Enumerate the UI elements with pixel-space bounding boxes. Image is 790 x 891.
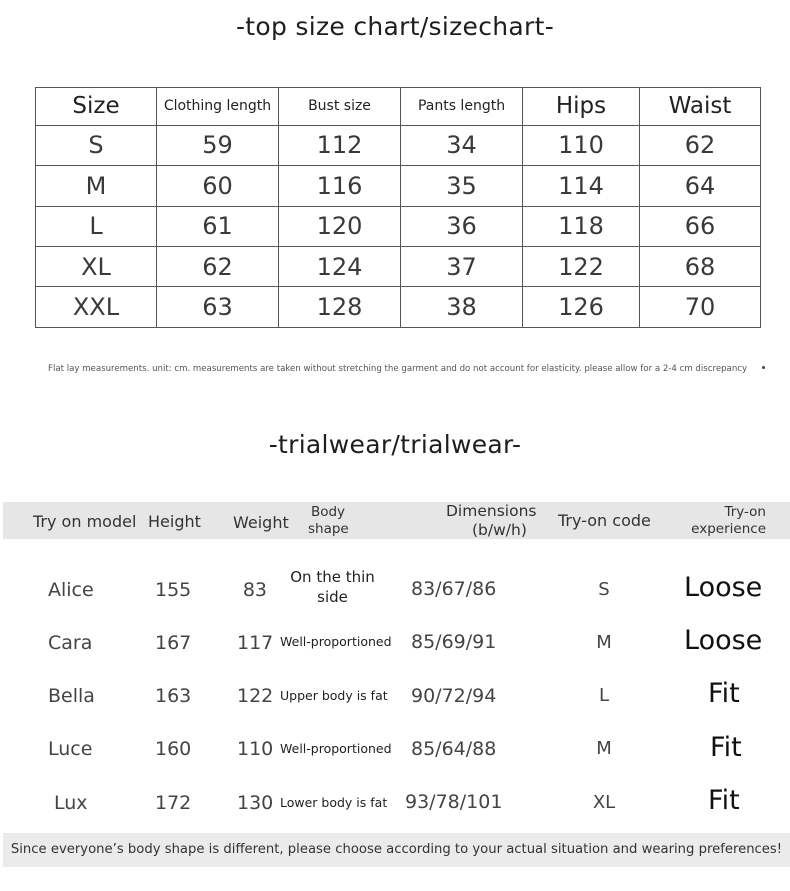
- model-height: 155: [155, 579, 192, 601]
- clothing-length-cell: 62: [157, 247, 279, 287]
- model-try-on-experience: Fit: [708, 678, 740, 709]
- model-body-shape: [280, 567, 385, 607]
- header-body-shape: [308, 504, 348, 538]
- header-weight: Weight: [233, 513, 289, 532]
- model-name: Cara: [48, 632, 93, 654]
- header-try-on-experience-line1: Try-on: [724, 504, 766, 520]
- model-try-on-experience: Fit: [708, 785, 740, 816]
- hips-cell: 110: [523, 125, 640, 165]
- hips-cell: 118: [523, 206, 640, 246]
- size-cell: M: [36, 166, 157, 206]
- waist-cell: 62: [640, 125, 761, 165]
- model-try-on-code: S: [598, 579, 610, 600]
- size-cell: XXL: [36, 287, 157, 328]
- header-pants-length: Pants length: [401, 88, 523, 126]
- model-height: 160: [155, 738, 192, 760]
- model-body-shape: Upper body is fat: [280, 688, 388, 703]
- pants-length-cell: 34: [401, 125, 523, 165]
- header-body-shape-line2: shape: [308, 521, 349, 537]
- waist-cell: 70: [640, 287, 761, 328]
- model-weight: 110: [237, 738, 274, 760]
- size-chart-table: [35, 87, 761, 328]
- header-bust-size: Bust size: [279, 88, 401, 126]
- model-body-shape: Well-proportioned: [280, 741, 392, 756]
- trial-row-alice: [0, 566, 790, 616]
- model-height: 172: [155, 792, 192, 814]
- model-body-shape-line2: side: [317, 588, 348, 606]
- bust-cell: 128: [279, 287, 401, 328]
- trial-row-lux: [0, 779, 790, 829]
- hips-cell: 114: [523, 166, 640, 206]
- header-waist: Waist: [640, 88, 761, 126]
- model-dimensions: 93/78/101: [405, 791, 503, 813]
- header-clothing-length: Clothing length: [157, 88, 279, 126]
- waist-cell: 66: [640, 206, 761, 246]
- size-cell: S: [36, 125, 157, 165]
- header-dimensions: Dimensions: [446, 502, 537, 520]
- model-try-on-code: L: [598, 685, 610, 706]
- model-name: Lux: [54, 792, 88, 814]
- model-dimensions: 85/69/91: [411, 631, 497, 653]
- trial-row-cara: [0, 619, 790, 669]
- model-try-on-experience: Loose: [684, 572, 763, 603]
- size-cell: XL: [36, 247, 157, 287]
- header-hips: Hips: [523, 88, 640, 126]
- model-try-on-experience: Fit: [710, 732, 742, 763]
- model-body-shape: Well-proportioned: [280, 634, 392, 649]
- model-body-shape-line1: On the thin: [290, 568, 375, 586]
- header-try-on-model: Try on model: [33, 512, 137, 531]
- trial-row-bella: [0, 673, 790, 723]
- model-try-on-code: M: [596, 738, 612, 759]
- model-dimensions: 83/67/86: [411, 578, 497, 600]
- model-weight: 83: [242, 579, 267, 601]
- model-name: Bella: [48, 685, 95, 707]
- bullet-dot: [762, 366, 765, 369]
- hips-cell: 126: [523, 287, 640, 328]
- pants-length-cell: 37: [401, 247, 523, 287]
- measurement-note: Flat lay measurements. unit: cm. measurements are taken without stretching the garment and do not account for elasticity. please allow for a 2-4 cm discrepancy: [48, 364, 748, 374]
- size-row-s: [36, 125, 761, 165]
- hips-cell: 122: [523, 247, 640, 287]
- model-weight: 117: [237, 632, 274, 654]
- header-try-on-code: Try-on code: [558, 511, 651, 530]
- size-row-m: [36, 166, 761, 206]
- clothing-length-cell: 61: [157, 206, 279, 246]
- model-name: Alice: [48, 579, 94, 601]
- header-height: Height: [148, 512, 201, 531]
- clothing-length-cell: 63: [157, 287, 279, 328]
- pants-length-cell: 38: [401, 287, 523, 328]
- model-try-on-experience: Loose: [684, 625, 763, 656]
- model-weight: 122: [237, 685, 274, 707]
- header-body-shape-line1: Body: [310, 504, 346, 520]
- bust-cell: 120: [279, 206, 401, 246]
- model-body-shape: Lower body is fat: [280, 795, 388, 810]
- model-weight: 130: [237, 792, 274, 814]
- model-try-on-code: M: [596, 632, 612, 653]
- bust-cell: 116: [279, 166, 401, 206]
- waist-cell: 64: [640, 166, 761, 206]
- clothing-length-cell: 59: [157, 125, 279, 165]
- size-cell: L: [36, 206, 157, 246]
- size-row-xxl: [36, 287, 761, 328]
- size-chart-header-row: [36, 88, 761, 126]
- model-dimensions: 90/72/94: [411, 685, 497, 707]
- header-try-on-experience: [686, 504, 766, 538]
- header-dimensions-bwh: (b/w/h): [472, 521, 527, 539]
- bust-cell: 112: [279, 125, 401, 165]
- waist-cell: 68: [640, 247, 761, 287]
- footer-note: Since everyone’s body shape is different, please choose according to your actual situation and wearing preferences!: [3, 833, 790, 867]
- pants-length-cell: 35: [401, 166, 523, 206]
- size-row-l: [36, 206, 761, 246]
- size-chart-title: -top size chart/sizechart-: [235, 12, 555, 41]
- model-try-on-code: XL: [592, 792, 616, 813]
- clothing-length-cell: 60: [157, 166, 279, 206]
- header-try-on-experience-line2: experience: [691, 521, 766, 537]
- size-row-xl: [36, 247, 761, 287]
- model-dimensions: 85/64/88: [411, 738, 497, 760]
- pants-length-cell: 36: [401, 206, 523, 246]
- trialwear-header: [3, 502, 790, 539]
- model-name: Luce: [48, 738, 93, 760]
- header-size: Size: [36, 88, 157, 126]
- trial-row-luce: [0, 726, 790, 776]
- model-height: 163: [155, 685, 192, 707]
- trialwear-title: -trialwear/trialwear-: [268, 430, 522, 459]
- model-height: 167: [155, 632, 192, 654]
- bust-cell: 124: [279, 247, 401, 287]
